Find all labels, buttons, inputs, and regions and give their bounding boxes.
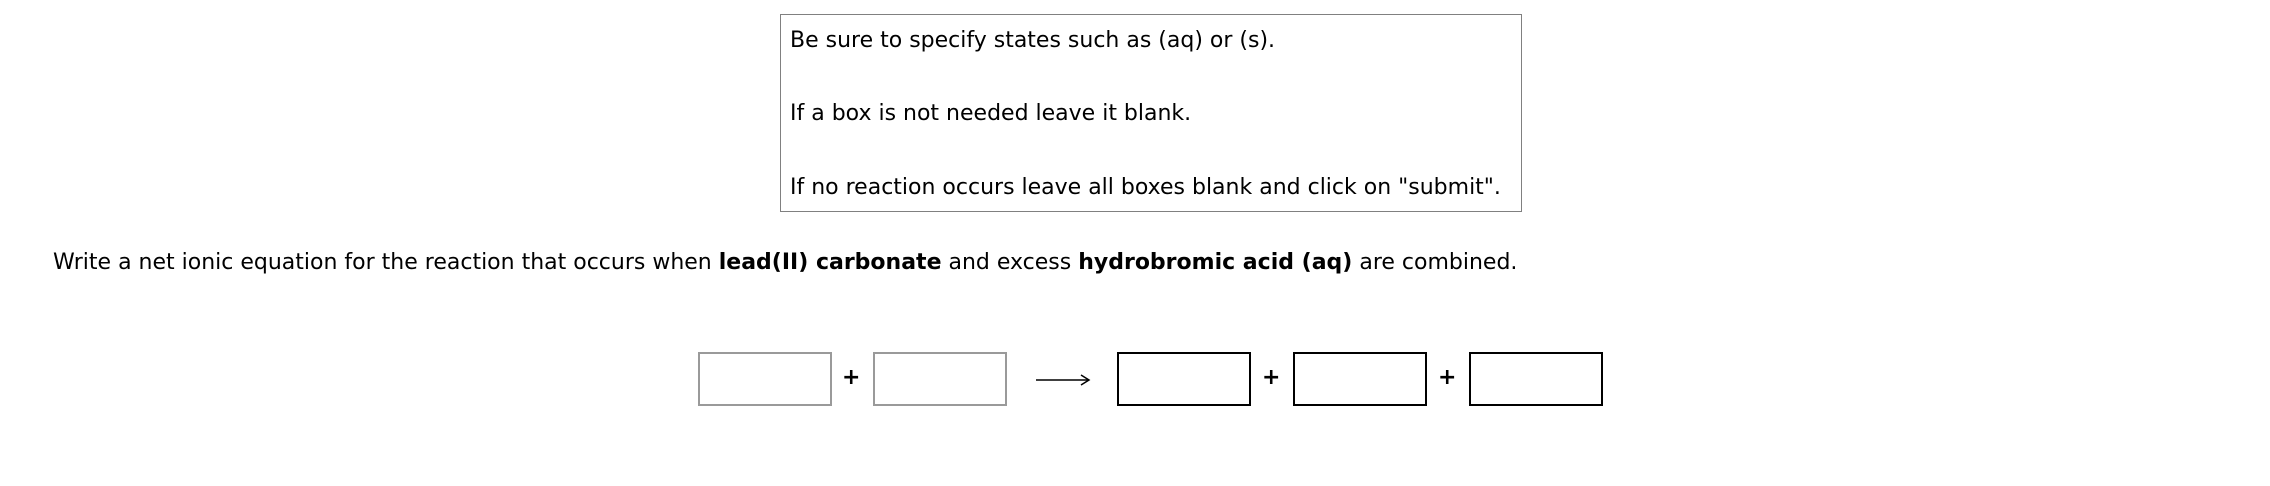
- reactant-name-2: hydrobromic acid (aq): [1078, 250, 1353, 275]
- plus-sign: +: [1438, 365, 1457, 390]
- instructions-box: [780, 14, 1522, 212]
- plus-sign: +: [1262, 365, 1281, 390]
- instruction-no-reaction: If no reaction occurs leave all boxes blank and click on "submit".: [790, 175, 1501, 200]
- reaction-arrow-icon: [1035, 370, 1091, 390]
- reactant-input-2[interactable]: [873, 352, 1007, 406]
- plus-sign: +: [842, 365, 861, 390]
- reactant-input-1[interactable]: [698, 352, 832, 406]
- question-prefix: Write a net ionic equation for the reaction that occurs when: [53, 250, 719, 275]
- equation-row: [0, 352, 2270, 408]
- instruction-blank-box: If a box is not needed leave it blank.: [790, 101, 1192, 126]
- reactant-name-1: lead(II) carbonate: [718, 250, 942, 275]
- product-input-1[interactable]: [1117, 352, 1251, 406]
- instruction-states: Be sure to specify states such as (aq) or (s).: [790, 28, 1276, 53]
- product-input-2[interactable]: [1293, 352, 1427, 406]
- product-input-3[interactable]: [1469, 352, 1603, 406]
- question-text: [53, 250, 1517, 275]
- question-suffix: are combined.: [1352, 250, 1518, 275]
- question-middle: and excess: [941, 250, 1079, 275]
